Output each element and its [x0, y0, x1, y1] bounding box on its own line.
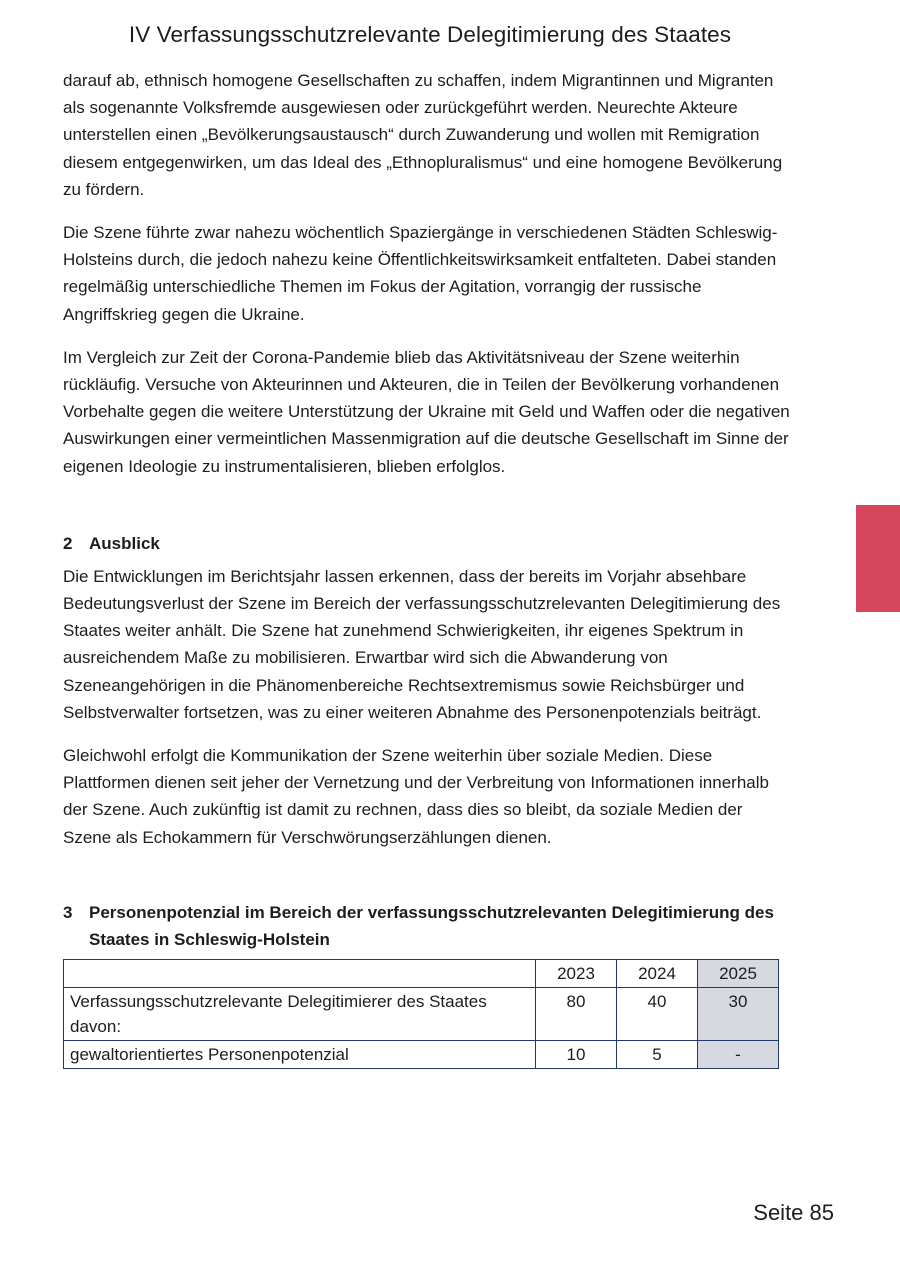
- section-3-title: Personenpotenzial im Bereich der verfassungsschutzrelevanten Delegitimierung des Staates in Schleswig-Holstein: [89, 902, 774, 949]
- table-cell: 80: [536, 987, 617, 1040]
- table-cell: -: [698, 1040, 779, 1068]
- section-3-number: 3: [63, 902, 73, 922]
- table-row-label-line: davon:: [70, 1016, 122, 1036]
- table-header-empty: [64, 959, 536, 987]
- table-cell: 5: [617, 1040, 698, 1068]
- table-header-year: 2024: [617, 959, 698, 987]
- table-row: [64, 987, 779, 1040]
- table-cell: 30: [698, 987, 779, 1040]
- table-row: [64, 1040, 779, 1068]
- page-number: Seite 85: [753, 1200, 834, 1225]
- section-2-heading: [63, 530, 793, 557]
- table-header-year: 2025: [698, 959, 779, 987]
- table-row-label: [64, 987, 536, 1040]
- table-header-row: [64, 959, 779, 987]
- section-2-paragraph-1: Die Entwicklungen im Berichtsjahr lassen erkennen, dass der bereits im Vorjahr absehbare Bedeutungsverlust der Szene im Bereich der verfassungsschutzrelevanten Delegitimierung des Staates weiter anhält. Die Szene hat zunehmend Schwierigkeiten, ihr eigenes Spektrum in ausreichendem Maße zu mobilisieren. Erwartbar wird sich die Abwanderung von Szeneangehörigen in die Phänomenbereiche Rechtsextremismus sowie Reichsbürger und Selbstverwalter fortsetzen, was zu einer weiteren Abnahme des Personenpotenzials beiträgt.: [63, 566, 781, 722]
- table-row-label: gewaltorientiertes Personenpotenzial: [64, 1040, 536, 1068]
- page-header-title: IV Verfassungsschutzrelevante Delegitimierung des Staates: [128, 22, 732, 47]
- section-2-number: 2: [63, 533, 73, 553]
- page-content: [63, 67, 793, 1069]
- table-row-label-line: Verfassungsschutzrelevante Delegitimierer des Staates: [70, 991, 487, 1011]
- paragraph-2: Die Szene führte zwar nahezu wöchentlich Spaziergänge in verschiedenen Städten Schleswig-Holsteins durch, die jedoch nahezu keine Öffentlichkeitswirksamkeit entfalteten. Dabei standen regelmäßig unterschiedliche Themen im Fokus der Agitation, vorrangig der russische Angriffskrieg gegen die Ukraine.: [63, 223, 778, 324]
- chapter-side-tab: [856, 505, 900, 612]
- table-cell: 10: [536, 1040, 617, 1068]
- section-2-paragraph-2: Gleichwohl erfolgt die Kommunikation der Szene weiterhin über soziale Medien. Diese Plattformen dienen seit jeher der Vernetzung und der Verbreitung von Informationen innerhalb der Szene. Auch zukünftig ist damit zu rechnen, dass dies so bleibt, da soziale Medien der Szene als Echokammern für Verschwörungserzählungen dienen.: [63, 746, 769, 847]
- table-header-year: 2023: [536, 959, 617, 987]
- table-cell: 40: [617, 987, 698, 1040]
- personenpotenzial-table: [63, 959, 779, 1069]
- paragraph-3: Im Vergleich zur Zeit der Corona-Pandemie blieb das Aktivitätsniveau der Szene weiterhin rückläufig. Versuche von Akteurinnen und Akteuren, die in Teilen der Bevölkerung vorhandenen Vorbehalte gegen die weitere Unterstützung der Ukraine mit Geld und Waffen oder die negativen Auswirkungen einer vermeintlichen Massenmigration auf die deutsche Gesellschaft im Sinne der eigenen Ideologie zu instrumentalisieren, blieben erfolglos.: [63, 347, 790, 476]
- section-2-title: Ausblick: [89, 533, 160, 553]
- section-3-heading: [63, 899, 793, 953]
- paragraph-1: darauf ab, ethnisch homogene Gesellschaften zu schaffen, indem Migrantinnen und Migranten als sogenannte Volksfremde ausgewiesen oder zurückgeführt werden. Neurechte Akteure unterstellen einen „Bevölkerungsaustausch“ durch Zuwanderung und wollen mit Remigration diesem entgegenwirken, um das Ideal des „Ethnopluralismus“ und eine homogene Bevölkerung zu fördern.: [63, 71, 783, 199]
